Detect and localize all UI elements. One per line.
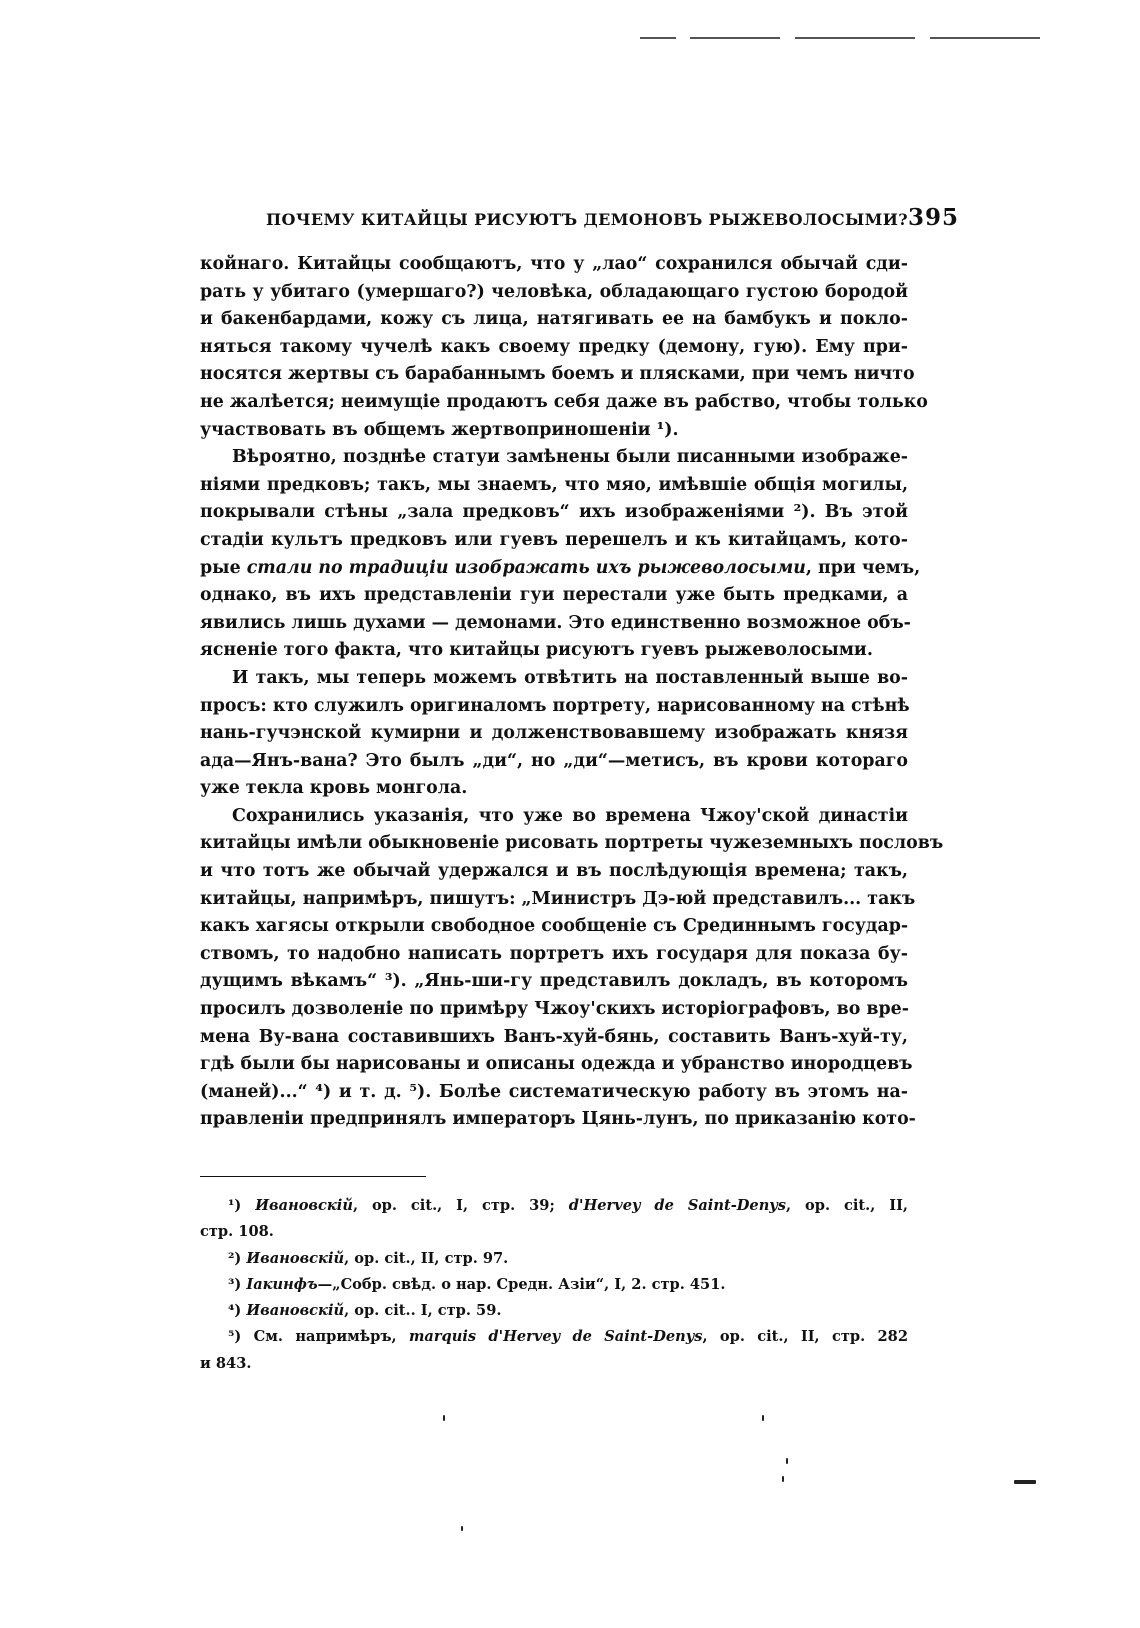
text-line: И такъ, мы теперь можемъ отвѣтить на поставленный выше во- <box>232 667 908 688</box>
footnotes <box>200 1193 908 1377</box>
text-line: уже текла кровь монгола. <box>200 778 468 799</box>
footnote-author: d'Hervey de Saint-Denys <box>568 1197 787 1214</box>
text-line-with-emphasis <box>200 555 921 583</box>
scan-artifact-line <box>930 37 1040 39</box>
footnote-continuation: и 843. <box>200 1354 252 1372</box>
page-header <box>266 204 960 231</box>
text-line: гдѣ были бы нарисованы и описаны одежда и убранство инородцевъ <box>200 1054 913 1075</box>
text-fragment: , при чемъ, <box>805 557 921 578</box>
text-line: какъ хагясы открыли свободное сообщеніе съ Срединнымъ государ- <box>200 916 909 937</box>
text-line: явились лишь духами — демонами. Это единственно возможное объ- <box>200 612 911 633</box>
text-line: и бакенбардами, кожу съ лица, натягивать ее на бамбукъ и покло- <box>200 309 908 330</box>
scan-speck <box>782 1476 784 1482</box>
scan-artifact-line <box>690 37 780 39</box>
footnote-author: marquis d'Hervey de Saint-Denys <box>408 1328 703 1346</box>
text-line: Вѣроятно, позднѣе статуи замѣнены были писанными изображе- <box>232 447 908 468</box>
text-line: ствомъ, то надобно написать портретъ ихъ государя для показа бу- <box>200 943 908 964</box>
scan-artifact-line <box>640 37 676 39</box>
body-text <box>200 251 944 1134</box>
text-line: няться такому чучелѣ какъ своему предку (демону, гую). Ему при- <box>200 336 908 357</box>
text-line: участвовать въ общемъ жертвоприношеніи ¹). <box>200 419 679 440</box>
scan-speck <box>443 1415 445 1421</box>
footnote-mark: ²) <box>228 1249 242 1267</box>
footnote-text: —„Собр. свѣд. о нар. Средн. Азіи“, I, 2. стр. 451. <box>317 1275 726 1293</box>
text-line: и что тотъ же обычай удержался и въ послѣдующія времена; такъ, <box>200 861 908 882</box>
text-line: койнаго. Китайцы сообщаютъ, что у „лао“ сохранился обычай сди- <box>200 254 908 274</box>
footnote-mark: ³) <box>228 1275 242 1293</box>
text-line: стадіи культъ предковъ или гуевъ перешелъ и къ китайцамъ, кото- <box>200 529 908 550</box>
footnote-separator <box>200 1176 426 1177</box>
text-line: (маней)...“ ⁴) и т. д. ⁵). Болѣе систематическую работу въ этомъ на- <box>200 1081 908 1102</box>
footnote-author: Іакинфъ <box>246 1275 318 1293</box>
scan-speck <box>461 1526 463 1531</box>
text-line: дущимъ вѣкамъ“ ³). „Янь-ши-гу представилъ докладъ, въ которомъ <box>200 971 908 992</box>
footnote-text: , op. cit., I, стр. 39; <box>352 1197 569 1214</box>
footnote-text: , op. cit.. I, стр. 59. <box>344 1302 502 1320</box>
page-number: 395 <box>908 204 960 231</box>
text-line: просилъ дозволеніе по примѣру Чжоу'скихъ исторіографовъ, во вре- <box>200 999 909 1020</box>
text-line: однако, въ ихъ представленіи гуи перестали уже быть предками, а <box>200 585 908 606</box>
text-line: ясненіе того факта, что китайцы рисуютъ гуевъ рыжеволосыми. <box>200 640 873 661</box>
text-line: правленіи предпринялъ императоръ Цянь-лунъ, по приказанію кото- <box>200 1109 916 1130</box>
footnote <box>200 1324 908 1350</box>
footnote-text: , op. cit., II, стр. 282 <box>702 1328 908 1346</box>
text-line: просъ: кто служилъ оригиналомъ портрету, нарисованному на стѣнѣ <box>200 695 910 716</box>
text-line: нань-гучэнской кумирни и долженствовавшему изображать князя <box>200 723 908 744</box>
footnote-text: , op. cit., II, <box>786 1197 908 1214</box>
text-line: не жалѣется; неимущіе продаютъ себя даже въ рабство, чтобы только <box>200 391 928 412</box>
footnote <box>200 1298 908 1324</box>
running-title: ПОЧЕМУ КИТАЙЦЫ РИСУЮТЪ ДЕМОНОВЪ РЫЖЕВОЛОСЫМИ? <box>266 210 909 229</box>
scan-speck <box>1014 1480 1036 1484</box>
footnote <box>200 1193 908 1219</box>
footnote-mark: ¹) <box>228 1197 242 1214</box>
footnote <box>200 1272 908 1298</box>
scan-artifact-line <box>795 37 915 39</box>
footnote-text: , op. cit., II, стр. 97. <box>344 1249 509 1267</box>
scan-speck <box>786 1458 788 1464</box>
text-line: покрывали стѣны „зала предковъ“ ихъ изображеніями ²). Въ этой <box>200 502 908 523</box>
footnote <box>200 1246 908 1272</box>
footnote-author: Ивановскій <box>246 1249 345 1267</box>
text-line: носятся жертвы съ барабаннымъ боемъ и плясками, при чемъ ничто <box>200 364 915 385</box>
text-line: китайцы, напримѣръ, пишутъ: „Министръ Дэ-юй представилъ... такъ <box>200 888 916 909</box>
footnote-author: Ивановскій <box>246 1302 345 1320</box>
text-line: рать у убитаго (умершаго?) человѣка, обладающаго густою бородой <box>200 281 908 302</box>
text-line: китайцы имѣли обыкновеніе рисовать портреты чужеземныхъ пословъ <box>200 833 944 854</box>
emphasis-text: стали по традиціи изображать ихъ рыжеволосыми <box>246 557 806 578</box>
footnote-mark: ⁴) <box>228 1302 242 1320</box>
text-line: мена Ву-вана составившихъ Ванъ-хуй-бянь, составить Ванъ-хуй-ту, <box>200 1026 908 1047</box>
text-line: ніями предковъ; такъ, мы знаемъ, что мяо, имѣвшіе общія могилы, <box>200 474 908 495</box>
scan-speck <box>762 1415 764 1421</box>
footnote-continuation: стр. 108. <box>200 1223 274 1241</box>
footnote-author: Ивановскій <box>255 1197 353 1214</box>
footnote-mark: ⁵) <box>228 1328 242 1346</box>
text-line: Сохранились указанія, что уже во времена Чжоу'ской династіи <box>232 805 908 826</box>
text-line: ада—Янъ-вана? Это былъ „ди“, но „ди“—метисъ, въ крови котораго <box>200 750 908 771</box>
footnote-text: См. напримѣръ, <box>241 1328 409 1346</box>
text-fragment: рые <box>200 557 247 578</box>
